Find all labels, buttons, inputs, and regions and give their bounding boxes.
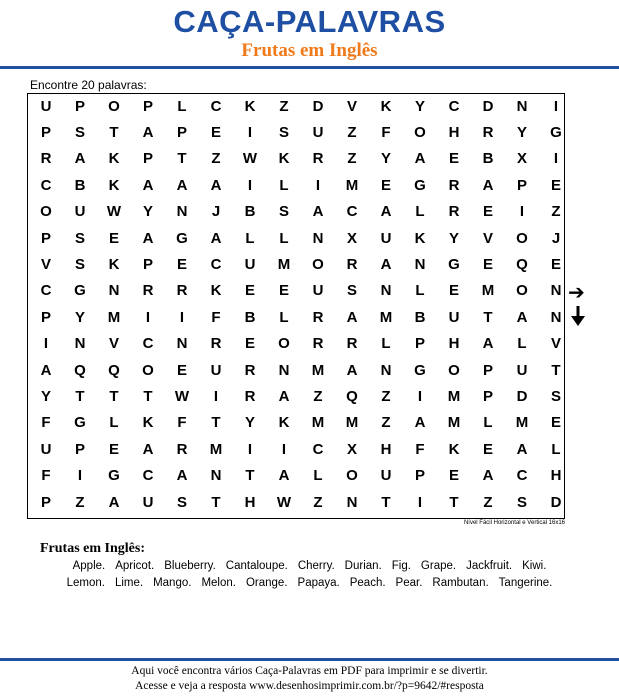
grid-cell[interactable]: H [448, 124, 460, 142]
grid-cell[interactable]: P [74, 440, 85, 458]
grid-cell[interactable]: W [106, 203, 122, 221]
grid-cell[interactable]: A [142, 124, 154, 142]
grid-cell[interactable]: K [278, 414, 290, 432]
grid-cell[interactable]: I [179, 308, 185, 326]
grid-cell[interactable]: I [43, 335, 49, 353]
grid-cell[interactable]: A [210, 176, 222, 194]
grid-cell[interactable]: R [176, 440, 188, 458]
grid-cell[interactable]: X [346, 440, 357, 458]
grid-cell[interactable]: E [210, 124, 221, 142]
grid-cell[interactable]: G [176, 229, 188, 247]
grid-cell[interactable]: C [210, 97, 222, 115]
word-list-item: Cherry. [297, 560, 335, 572]
grid-cell[interactable]: N [550, 282, 562, 300]
grid-cell[interactable]: L [245, 229, 255, 247]
grid-cell[interactable]: Y [142, 203, 153, 221]
grid-cell[interactable]: N [380, 361, 392, 379]
grid-cell[interactable]: N [312, 229, 324, 247]
grid-cell[interactable]: M [345, 176, 359, 194]
grid-cell[interactable]: E [244, 335, 255, 353]
grid-cell[interactable]: T [211, 493, 221, 511]
grid-cell[interactable]: A [142, 176, 154, 194]
grid-cell[interactable]: K [108, 150, 120, 168]
grid-cell[interactable]: O [312, 256, 324, 274]
grid-cell[interactable]: Z [483, 493, 493, 511]
grid-cell[interactable]: U [380, 467, 392, 485]
grid-cell[interactable]: R [244, 387, 256, 405]
grid-cell[interactable]: B [414, 308, 426, 326]
footer-line-2: Acesse e veja a resposta www.desenhosimprimir.com.br/?p=9642/#resposta [135, 680, 484, 692]
grid-cell[interactable]: U [448, 308, 460, 326]
grid-cell[interactable]: G [74, 282, 86, 300]
grid-cell[interactable]: I [281, 440, 287, 458]
grid-cell[interactable]: T [551, 361, 561, 379]
grid-cell[interactable]: V [482, 229, 493, 247]
grid-cell[interactable]: E [448, 282, 459, 300]
grid-cell[interactable]: I [145, 308, 151, 326]
grid-cell[interactable]: E [108, 440, 119, 458]
level-note: Nível Fácil Horizontal e Vertical 16x16 [463, 520, 565, 526]
grid-cell[interactable]: I [553, 150, 559, 168]
grid-cell[interactable]: S [278, 124, 289, 142]
grid-cell[interactable]: T [109, 387, 119, 405]
grid-cell[interactable]: T [143, 387, 153, 405]
grid-cell[interactable]: U [312, 124, 324, 142]
grid-cell[interactable]: K [142, 414, 154, 432]
grid-cell[interactable]: T [381, 493, 391, 511]
grid-cell[interactable]: U [516, 361, 528, 379]
grid-cell[interactable]: Y [74, 308, 85, 326]
grid-cell[interactable]: R [312, 308, 324, 326]
grid-cell[interactable]: U [142, 493, 154, 511]
grid-cell[interactable]: Z [381, 414, 391, 432]
grid-cell[interactable]: A [346, 308, 358, 326]
grid-cell[interactable]: Y [380, 150, 391, 168]
word-list-item: Grape. [420, 560, 457, 572]
grid-cell[interactable]: Y [414, 97, 425, 115]
grid-cell[interactable]: Z [75, 493, 85, 511]
grid-cell[interactable]: N [176, 203, 188, 221]
grid-cell[interactable]: A [176, 176, 188, 194]
grid-cell[interactable]: E [550, 256, 561, 274]
grid-cell[interactable]: R [448, 203, 460, 221]
word-list-item: Durian. [344, 560, 382, 572]
grid-cell[interactable]: T [211, 414, 221, 432]
grid-cell[interactable]: F [211, 308, 221, 326]
grid-cell[interactable]: Z [313, 387, 323, 405]
grid-cell[interactable]: C [516, 467, 528, 485]
grid-cell[interactable]: R [210, 335, 222, 353]
grid-cell[interactable]: L [483, 414, 493, 432]
grid-cell[interactable]: M [515, 414, 529, 432]
grid-cell[interactable]: M [209, 440, 223, 458]
grid-cell[interactable]: T [109, 124, 119, 142]
word-list-item: Tangerine. [498, 577, 553, 589]
grid-cell[interactable]: F [177, 414, 187, 432]
grid-cell[interactable]: E [244, 282, 255, 300]
grid-cell[interactable]: G [550, 124, 562, 142]
word-list-item: Cantaloupe. [225, 560, 288, 572]
grid-cell[interactable]: G [414, 361, 426, 379]
word-list-item: Lime. [114, 577, 144, 589]
grid-cell[interactable]: U [244, 256, 256, 274]
grid-cell[interactable]: K [210, 282, 222, 300]
arrow-right-icon: ➔ [568, 280, 585, 304]
grid-cell[interactable]: M [379, 308, 393, 326]
grid-cell[interactable]: U [40, 440, 52, 458]
grid-cell[interactable]: H [380, 440, 392, 458]
grid-cell[interactable]: P [40, 308, 51, 326]
grid-cell[interactable]: N [380, 282, 392, 300]
grid-cell[interactable]: A [210, 229, 222, 247]
grid-cell[interactable]: A [108, 493, 120, 511]
grid-cell[interactable]: A [278, 467, 290, 485]
word-list-item: Apricot. [115, 560, 155, 572]
grid-cell[interactable]: E [176, 361, 187, 379]
grid-cell[interactable]: Y [244, 414, 255, 432]
word-list-item: Peach. [349, 577, 386, 589]
grid-cell[interactable]: L [415, 203, 425, 221]
grid-cell[interactable]: A [176, 467, 188, 485]
grid-cell[interactable]: Z [381, 387, 391, 405]
grid-cell[interactable]: K [108, 176, 120, 194]
grid-cell[interactable]: Z [313, 493, 323, 511]
grid-cell[interactable]: O [516, 229, 528, 247]
word-list-item: Melon. [201, 577, 236, 589]
grid-cell[interactable]: Z [347, 124, 357, 142]
grid-cell[interactable]: P [40, 124, 51, 142]
grid-cell[interactable]: Q [346, 387, 358, 405]
page-subtitle: Frutas em Inglês [241, 40, 378, 61]
grid-cell[interactable]: P [40, 229, 51, 247]
grid-cell[interactable]: H [550, 467, 562, 485]
grid-cell[interactable]: X [516, 150, 527, 168]
grid-cell[interactable]: T [245, 467, 255, 485]
word-list-item: Rambutan. [432, 577, 489, 589]
grid-cell[interactable]: N [414, 256, 426, 274]
grid-cell[interactable]: P [142, 150, 153, 168]
grid-cell[interactable]: T [75, 387, 85, 405]
grid-cell[interactable]: F [381, 124, 391, 142]
grid-cell[interactable]: K [380, 97, 392, 115]
grid-cell[interactable]: E [550, 414, 561, 432]
grid-cell[interactable]: W [174, 387, 190, 405]
word-list-item: Lemon. [66, 577, 105, 589]
grid-cell[interactable]: R [244, 361, 256, 379]
page-title: CAÇA-PALAVRAS [173, 4, 446, 39]
grid-cell[interactable]: U [312, 282, 324, 300]
grid-cell[interactable]: N [278, 361, 290, 379]
grid-cell[interactable]: U [380, 229, 392, 247]
grid-cell[interactable]: N [346, 493, 358, 511]
word-list-item: Apple. [72, 560, 106, 572]
grid-cell[interactable]: E [380, 176, 391, 194]
grid-cell[interactable]: S [74, 229, 85, 247]
grid-cell[interactable]: D [550, 493, 562, 511]
grid-cell[interactable]: R [142, 282, 154, 300]
grid-cell[interactable]: A [414, 414, 426, 432]
grid-cell[interactable]: C [142, 335, 154, 353]
grid-cell[interactable]: B [244, 308, 256, 326]
grid-cell[interactable]: S [346, 282, 357, 300]
grid-cell[interactable]: V [550, 335, 561, 353]
word-list-item: Orange. [245, 577, 288, 589]
grid-cell[interactable]: I [77, 467, 83, 485]
arrow-down-icon [571, 306, 585, 329]
grid-cell[interactable]: M [481, 282, 495, 300]
grid-cell[interactable]: Z [347, 150, 357, 168]
word-list-item: Mango. [153, 577, 192, 589]
grid-cell[interactable]: P [74, 97, 85, 115]
grid-cell[interactable]: A [482, 176, 494, 194]
grid-cell[interactable]: A [482, 467, 494, 485]
grid-cell[interactable]: L [177, 97, 187, 115]
grid-cell[interactable]: B [74, 176, 86, 194]
grid-cell[interactable]: A [40, 361, 52, 379]
grid-cell[interactable]: Y [40, 387, 51, 405]
grid-cell[interactable]: A [482, 335, 494, 353]
top-divider [0, 66, 619, 69]
grid-cell[interactable]: W [276, 493, 292, 511]
grid-cell[interactable]: M [311, 361, 325, 379]
grid-cell[interactable]: D [482, 97, 494, 115]
grid-cell[interactable]: L [381, 335, 391, 353]
grid-cell[interactable]: M [345, 414, 359, 432]
grid-cell[interactable]: L [551, 440, 561, 458]
grid-cell[interactable]: K [108, 256, 120, 274]
bottom-divider [0, 658, 619, 661]
word-list-row-2 [0, 577, 619, 589]
grid-cell[interactable]: O [108, 97, 120, 115]
grid-cell[interactable]: G [108, 467, 120, 485]
grid-cell[interactable]: R [312, 335, 324, 353]
grid-cell[interactable]: P [142, 97, 153, 115]
grid-cell[interactable]: H [244, 493, 256, 511]
grid-cell[interactable]: A [414, 150, 426, 168]
grid-cell[interactable]: A [278, 387, 290, 405]
grid-cell[interactable]: I [213, 387, 219, 405]
grid-cell[interactable]: C [142, 467, 154, 485]
word-list-item: Pear. [395, 577, 423, 589]
grid-cell[interactable]: E [482, 256, 493, 274]
grid-cell[interactable]: K [414, 229, 426, 247]
grid-cell[interactable]: P [414, 335, 425, 353]
grid-cell[interactable]: A [380, 256, 392, 274]
grid-cell[interactable]: E [278, 282, 289, 300]
grid-cell[interactable]: O [448, 361, 460, 379]
grid-cell[interactable]: O [414, 124, 426, 142]
grid-cell[interactable]: I [315, 176, 321, 194]
grid-cell[interactable]: C [210, 256, 222, 274]
grid-cell[interactable]: V [108, 335, 119, 353]
grid-cell[interactable]: K [448, 440, 460, 458]
grid-cell[interactable]: T [449, 493, 459, 511]
grid-cell[interactable]: C [40, 282, 52, 300]
grid-cell[interactable]: V [346, 97, 357, 115]
grid-cell[interactable]: A [142, 440, 154, 458]
grid-cell[interactable]: L [313, 467, 323, 485]
grid-cell[interactable]: R [40, 150, 52, 168]
grid-cell[interactable]: R [448, 176, 460, 194]
grid-cell[interactable]: E [448, 150, 459, 168]
grid-cell[interactable]: E [176, 256, 187, 274]
grid-cell[interactable]: A [142, 229, 154, 247]
grid-cell[interactable]: T [483, 308, 493, 326]
grid-cell[interactable]: A [74, 150, 86, 168]
grid-cell[interactable]: A [346, 361, 358, 379]
grid-cell[interactable]: L [415, 282, 425, 300]
grid-cell[interactable]: W [242, 150, 258, 168]
grid-cell[interactable]: M [277, 256, 291, 274]
grid-cell[interactable]: F [415, 440, 425, 458]
grid-cell[interactable]: B [482, 150, 494, 168]
grid-cell[interactable]: Z [279, 97, 289, 115]
grid-cell[interactable]: R [312, 150, 324, 168]
grid-cell[interactable]: M [447, 387, 461, 405]
grid-cell[interactable]: S [176, 493, 187, 511]
grid-cell[interactable]: Q [108, 361, 120, 379]
grid-cell[interactable]: X [346, 229, 357, 247]
grid-cell[interactable]: R [482, 124, 494, 142]
grid-cell[interactable]: O [40, 203, 52, 221]
grid-cell[interactable]: C [312, 440, 324, 458]
grid-cell[interactable]: Q [516, 256, 528, 274]
grid-cell[interactable]: K [244, 97, 256, 115]
grid-cell[interactable]: G [448, 256, 460, 274]
letter-grid [29, 93, 573, 515]
grid-cell[interactable]: P [40, 493, 51, 511]
arrow-down-shape [571, 306, 585, 326]
word-list-row-1 [0, 560, 619, 572]
word-list-item: Kiwi. [522, 560, 547, 572]
grid-cell[interactable]: L [279, 308, 289, 326]
grid-cell[interactable]: M [107, 308, 121, 326]
grid-cell[interactable]: R [346, 335, 358, 353]
grid-cell[interactable]: C [448, 97, 460, 115]
grid-cell[interactable]: Q [74, 361, 86, 379]
word-list-item: Blueberry. [164, 560, 216, 572]
grid-cell[interactable]: N [74, 335, 86, 353]
word-list-item: Papaya. [297, 577, 340, 589]
grid-cell[interactable]: L [517, 335, 527, 353]
grid-cell[interactable]: N [176, 335, 188, 353]
grid-cell[interactable]: B [244, 203, 256, 221]
footer-line-1: Aqui você encontra vários Caça-Palavras em PDF para imprimir e se divertir. [131, 665, 488, 677]
grid-cell[interactable]: P [414, 467, 425, 485]
grid-cell[interactable]: N [550, 308, 562, 326]
grid-cell[interactable]: I [247, 176, 253, 194]
grid-cell[interactable]: L [279, 229, 289, 247]
grid-cell[interactable]: P [482, 361, 493, 379]
grid-cell[interactable]: L [279, 176, 289, 194]
grid-cell[interactable]: I [417, 493, 423, 511]
grid-cell[interactable]: M [311, 414, 325, 432]
grid-cell[interactable]: E [482, 440, 493, 458]
grid-cell[interactable]: A [380, 203, 392, 221]
grid-cell[interactable]: N [516, 97, 528, 115]
grid-cell[interactable]: T [177, 150, 187, 168]
grid-cell[interactable]: R [176, 282, 188, 300]
grid-cell[interactable]: D [516, 387, 528, 405]
grid-cell[interactable]: M [447, 414, 461, 432]
grid-cell[interactable]: P [142, 256, 153, 274]
grid-cell[interactable]: F [41, 467, 51, 485]
grid-cell[interactable]: Y [516, 124, 527, 142]
grid-cell[interactable]: A [516, 440, 528, 458]
grid-cell[interactable]: S [278, 203, 289, 221]
grid-cell[interactable]: N [210, 467, 222, 485]
grid-cell[interactable]: H [448, 335, 460, 353]
grid-cell[interactable]: U [210, 361, 222, 379]
grid-cell[interactable]: E [550, 176, 561, 194]
grid-cell[interactable]: E [482, 203, 493, 221]
grid-cell[interactable]: I [417, 387, 423, 405]
grid-cell[interactable]: O [346, 467, 358, 485]
grid-cell[interactable]: C [40, 176, 52, 194]
grid-cell[interactable]: Y [448, 229, 459, 247]
grid-cell[interactable]: A [312, 203, 324, 221]
grid-cell[interactable]: G [414, 176, 426, 194]
grid-cell[interactable]: I [553, 97, 559, 115]
grid-cell[interactable]: Z [551, 203, 561, 221]
grid-cell[interactable]: K [278, 150, 290, 168]
grid-cell[interactable]: S [74, 256, 85, 274]
grid-cell[interactable]: S [516, 493, 527, 511]
grid-cell[interactable]: L [109, 414, 119, 432]
grid-cell[interactable]: P [482, 387, 493, 405]
grid-cell[interactable]: U [40, 97, 52, 115]
grid-cell[interactable]: J [551, 229, 561, 247]
grid-cell[interactable]: S [550, 387, 561, 405]
grid-cell[interactable]: I [519, 203, 525, 221]
grid-cell[interactable]: V [40, 256, 51, 274]
grid-cell[interactable]: N [108, 282, 120, 300]
grid-cell[interactable]: S [74, 124, 85, 142]
grid-cell[interactable]: U [74, 203, 86, 221]
word-list-title: Frutas em Inglês: [40, 541, 145, 556]
grid-cell[interactable]: I [247, 124, 253, 142]
grid-cell[interactable]: O [516, 282, 528, 300]
grid-cell[interactable]: Z [211, 150, 221, 168]
grid-cell[interactable]: J [211, 203, 221, 221]
grid-cell[interactable]: C [346, 203, 358, 221]
grid-cell[interactable]: F [41, 414, 51, 432]
instruction-text: Encontre 20 palavras: [30, 78, 147, 92]
grid-cell[interactable]: E [108, 229, 119, 247]
grid-cell[interactable]: D [312, 97, 324, 115]
grid-cell[interactable]: A [516, 308, 528, 326]
word-list-item: Jackfruit. [466, 560, 513, 572]
grid-cell[interactable]: I [247, 440, 253, 458]
grid-cell[interactable]: E [448, 467, 459, 485]
grid-cell[interactable]: P [516, 176, 527, 194]
grid-cell[interactable]: G [74, 414, 86, 432]
grid-cell[interactable]: P [176, 124, 187, 142]
grid-cell[interactable]: O [142, 361, 154, 379]
word-list-item: Fig. [391, 560, 411, 572]
grid-cell[interactable]: O [278, 335, 290, 353]
grid-cell[interactable]: R [346, 256, 358, 274]
